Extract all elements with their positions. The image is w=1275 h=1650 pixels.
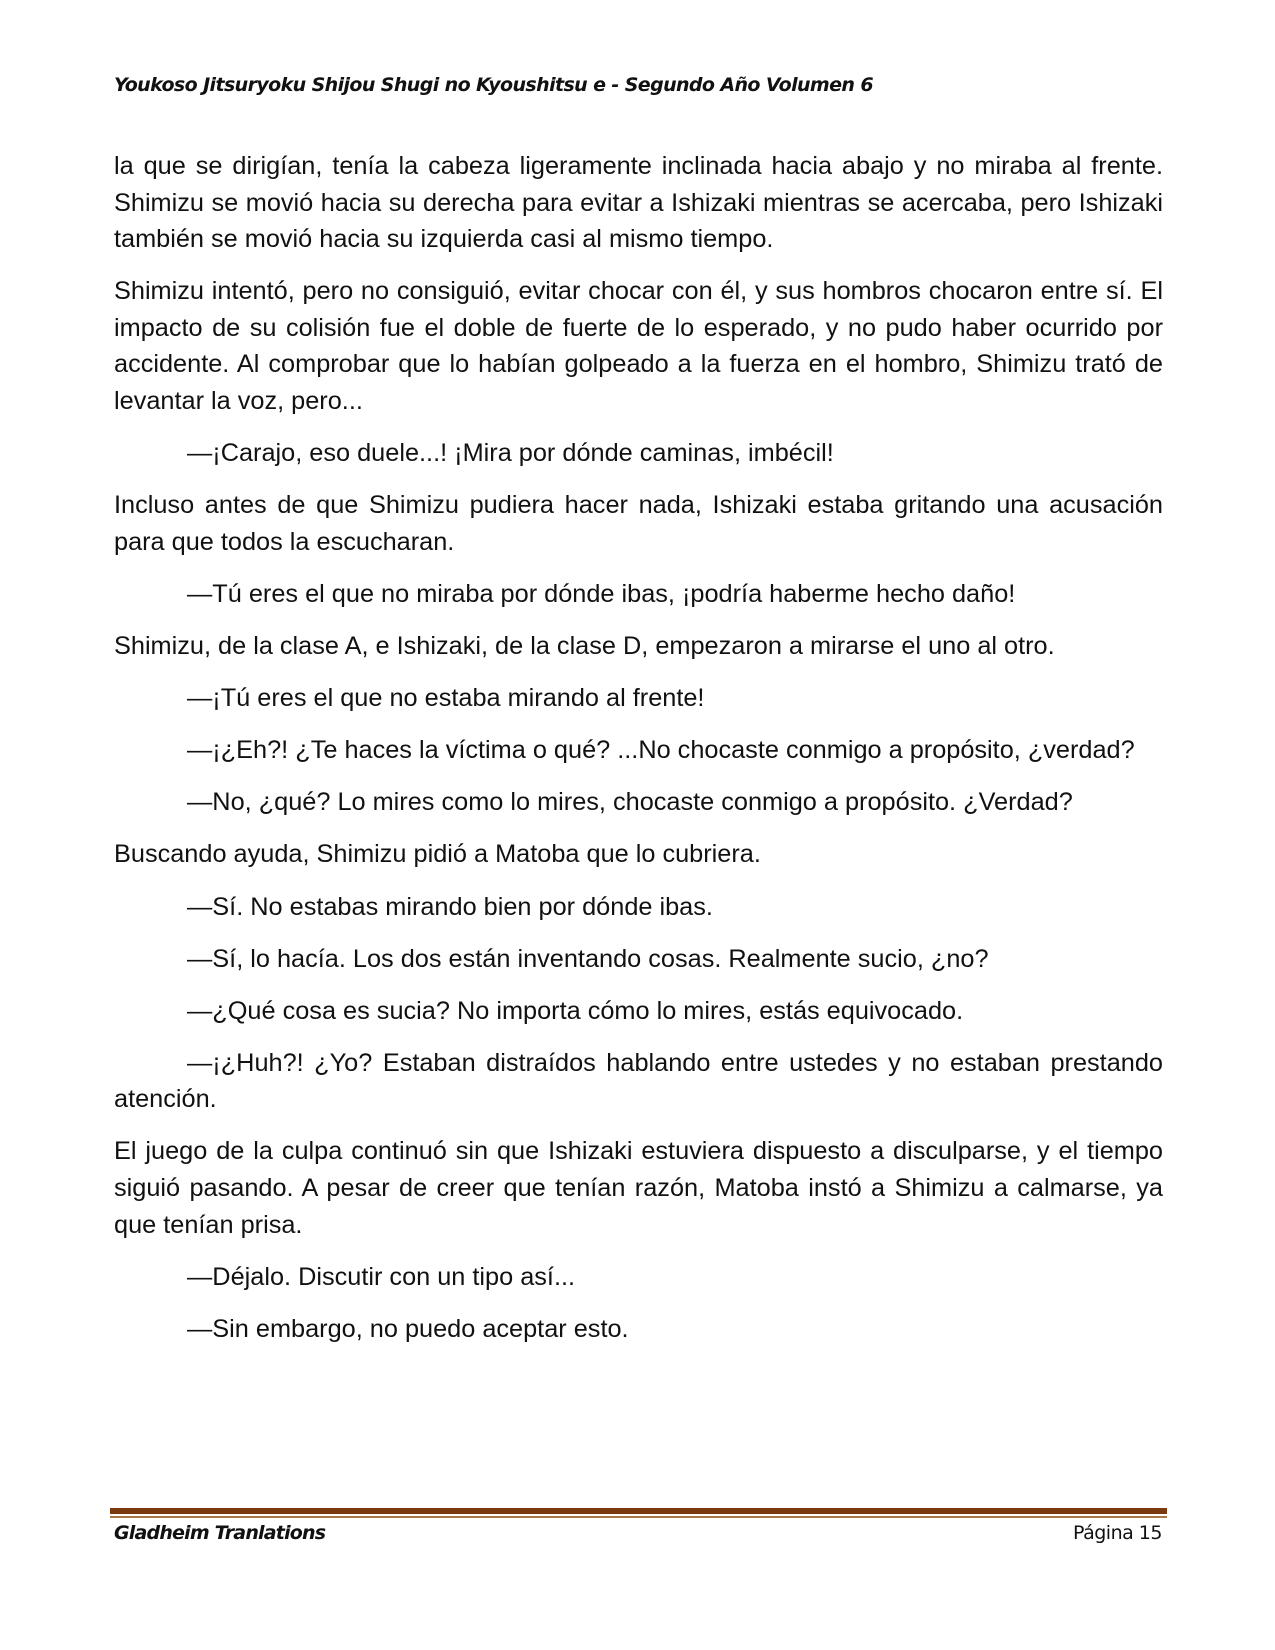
dialogue-paragraph: —Déjalo. Discutir con un tipo así...	[187, 1262, 576, 1291]
dialogue-paragraph: —¡Carajo, eso duele...! ¡Mira por dónde caminas, imbécil!	[187, 439, 834, 468]
narration-paragraph: la que se dirigían, tenía la cabeza ligeramente inclinada hacia abajo y no miraba al frente. Shimizu se movió hacia su derecha para evitar a Ishizaki mientras se acercaba, pero Ishizaki también se movió hacia su izquierda casi al mismo tiempo.	[114, 152, 1163, 254]
footer-credit: Gladheim Tranlations	[114, 1522, 326, 1544]
dialogue-paragraph: —Sí, lo hacía. Los dos están inventando cosas. Realmente sucio, ¿no?	[187, 944, 989, 973]
footer-divider-thick	[110, 1508, 1167, 1514]
page-number: Página 15	[1073, 1522, 1162, 1544]
dialogue-paragraph: —¿Qué cosa es sucia? No importa cómo lo mires, estás equivocado.	[187, 996, 964, 1025]
footer-divider	[110, 1508, 1167, 1518]
dialogue-paragraph: —Sí. No estabas mirando bien por dónde ibas.	[187, 892, 713, 921]
dialogue-paragraph: —Sin embargo, no puedo aceptar esto.	[187, 1314, 629, 1343]
narration-paragraph: Incluso antes de que Shimizu pudiera hacer nada, Ishizaki estaba gritando una acusación para que todos la escucharan.	[114, 491, 1163, 556]
narration-paragraph: Shimizu, de la clase A, e Ishizaki, de la clase D, empezaron a mirarse el uno al otro.	[114, 632, 1055, 661]
dialogue-paragraph: —¡¿Eh?! ¿Te haces la víctima o qué? ...No chocaste conmigo a propósito, ¿verdad?	[187, 736, 1135, 765]
dialogue-paragraph: —No, ¿qué? Lo mires como lo mires, chocaste conmigo a propósito. ¿Verdad?	[187, 788, 1073, 817]
dialogue-paragraph: —¡Tú eres el que no estaba mirando al frente!	[187, 684, 705, 713]
dialogue-paragraph: —Tú eres el que no miraba por dónde ibas, ¡podría haberme hecho daño!	[187, 579, 1016, 608]
narration-paragraph: Buscando ayuda, Shimizu pidió a Matoba que lo cubriera.	[114, 840, 761, 869]
footer-divider-thin	[110, 1516, 1167, 1518]
narration-paragraph: Shimizu intentó, pero no consiguió, evitar chocar con él, y sus hombros chocaron entre sí. El impacto de su colisión fue el doble de fuerte de lo esperado, y no pudo haber ocurrido por accidente. Al comprobar que lo habían golpeado a la fuerza en el hombro, Shimizu trató de levantar la voz, pero...	[114, 277, 1163, 416]
running-header: Youkoso Jitsuryoku Shijou Shugi no Kyoushitsu e - Segundo Año Volumen 6	[114, 74, 873, 96]
narration-paragraph: El juego de la culpa continuó sin que Ishizaki estuviera dispuesto a disculparse, y el tiempo siguió pasando. A pesar de creer que tenían razón, Matoba instó a Shimizu a calmarse, ya que tenían prisa.	[114, 1137, 1163, 1239]
page-body	[114, 148, 1163, 1363]
dialogue-paragraph: —¡¿Huh?! ¿Yo? Estaban distraídos hablando entre ustedes y no estaban prestando atención.	[114, 1048, 1163, 1114]
